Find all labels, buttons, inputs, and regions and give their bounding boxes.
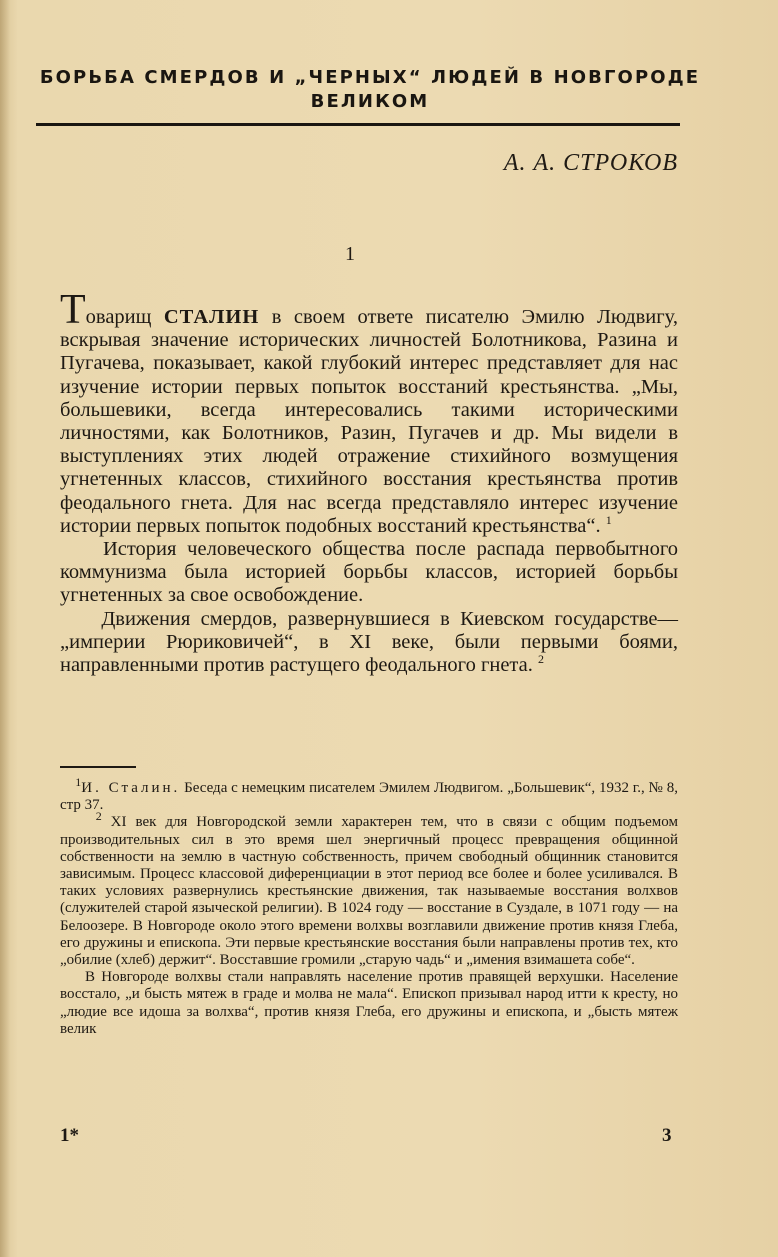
footnote-1-author: И. Сталин. [81, 780, 181, 796]
paragraph-1-text: в своем ответе писателю Эмилю Людвигу, вскрывая значение исторических личностей Болотникова, Разина и Пугачева, показывает, какой глубокий интерес представляет для нас изучение истории первых попыток восстаний крестьянства. „Мы, большевики, всегда интересовались такими историческими личностями, как Болотников, Разин, Пугачев и др. Мы видели в выступлениях этих людей отражение стихийного возмущения угнетенных классов, стихийного восстания крестьянства против феодального гнета. Для нас всегда представляло интерес изучение истории первых попыток подобных восстаний крестьянства“. [60, 306, 679, 537]
signature-mark: 1* [60, 1125, 79, 1146]
paragraph-1-name: СТАЛИН [163, 306, 260, 328]
footnote-2-mark: 2 [95, 809, 102, 824]
binding-shadow [0, 0, 10, 1257]
footnote-2-continued [60, 969, 678, 1038]
section-number: 1 [345, 243, 355, 265]
article-title [30, 66, 710, 114]
paragraph-2-text: История человеческого общества после распада первобытного коммунизма была историей борьбы классов, историей борьбы угнетенных за свое освобождение. [60, 538, 678, 607]
drop-cap: Т [60, 287, 86, 333]
footnote-2-continued-text: В Новгороде волхвы стали направлять население против правящей верхушки. Население восстало, „и бысть мятеж в граде и молва не мала“. Епископ призывал народ итти к кресту, но „людие все идоша за волхва“, против князя Глеба, его дружины и епископа, и „бысть мятеж велик [60, 969, 678, 1037]
article-title-line-1: БОРЬБА СМЕРДОВ И „ЧЕРНЫХ“ ЛЮДЕЙ В НОВГОРОДЕ [39, 67, 701, 88]
footnote-ref-2: 2 [537, 652, 544, 667]
footnote-2 [60, 809, 679, 969]
footnote-1-text: Беседа с немецким писателем Эмилем Людвигом. „Большевик“, 1932 г., № 8, стр 37. [60, 780, 678, 814]
page-number: 3 [662, 1125, 672, 1146]
paragraph-3-text: Движения смердов, развернувшиеся в Киевском государстве—„империи Рюриковичей“, в XI веке, были первыми боями, направленными против растущего феодального гнета. [60, 607, 678, 677]
footnote-ref-1: 1 [605, 513, 612, 527]
body-text [60, 287, 679, 677]
paragraph-1 [60, 287, 679, 538]
footnotes [60, 775, 679, 1038]
footnote-1 [60, 775, 678, 814]
footnote-1-mark: 1 [75, 775, 82, 789]
author-name: А. А. СТРОКОВ [503, 150, 678, 176]
paragraph-1-start: оварищ [85, 306, 164, 328]
article-title-line-2: ВЕЛИКОМ [310, 91, 430, 112]
paragraph-2 [60, 538, 678, 608]
footnote-rule [60, 766, 136, 768]
footnote-2-text: XI век для Новгородской земли характерен тем, что в связи с общим подъемом производительных сил в это время шел энергичный процесс превращения общинной собственности на землю в частную собственность, причем свободный общинник становится зависимым. Процесс классовой диференциации в этот период все более и более усиливался. В таких условиях развернулись крестьянские движения, так называемые восстания волхвов (служителей старой языческой религии). В 1024 году — восстание в Суздале, в 1071 году — на Белоозере. В Новгороде около этого времени волхвы возглавили движение против князя Глеба, его дружины и епископа. Эти первые крестьянские восстания были направлены против тех, кто „обилие (хлеб) держит“. Восставшие громили „старую чадь“ и „имения взимашета собе“. [60, 814, 679, 969]
title-rule [36, 123, 680, 126]
paragraph-3 [60, 608, 678, 678]
